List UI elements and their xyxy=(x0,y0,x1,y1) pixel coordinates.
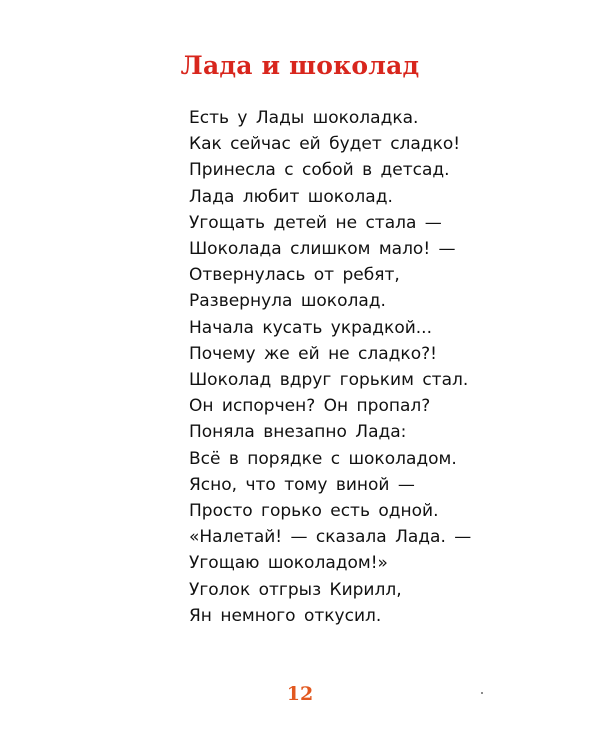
poem-line: Ясно, что тому виной — xyxy=(189,474,415,495)
poem-line: Уголок отгрыз Кирилл, xyxy=(189,579,402,600)
poem-line: Он испорчен? Он пропал? xyxy=(189,396,431,417)
poem-line: «Налетай! — сказала Лада. — xyxy=(189,527,472,548)
page-number: 12 xyxy=(286,683,314,705)
poem-line: Поняла внезапно Лада: xyxy=(189,422,407,443)
poem-line: Шоколад вдруг горьким стал. xyxy=(189,370,469,391)
poem-line: Есть у Лады шоколадка. xyxy=(189,108,419,128)
poem-body xyxy=(189,105,471,629)
poem-title: Лада и шоколад xyxy=(180,51,420,80)
poem-line: Почему же ей не сладко?! xyxy=(189,343,437,364)
poem-line: Ян немного откусил. xyxy=(189,605,382,626)
poem-line: Всё в порядке с шоколадом. xyxy=(189,448,457,469)
print-speck xyxy=(481,692,483,694)
poem-line: Развернула шоколад. xyxy=(189,291,386,312)
poem-line: Лада любит шоколад. xyxy=(189,186,393,207)
poem-line: Угощать детей не стала — xyxy=(189,212,442,233)
poem-line: Угощаю шоколадом!» xyxy=(189,553,388,574)
poem-line: Отвернулась от ребят, xyxy=(189,265,400,286)
poem-line: Начала кусать украдкой... xyxy=(189,317,432,338)
poem-line: Шоколада слишком мало! — xyxy=(189,239,456,260)
poem-line: Просто горько есть одной. xyxy=(189,501,439,522)
poem-line: Принесла с собой в детсад. xyxy=(189,160,450,181)
poem-line: Как сейчас ей будет сладко! xyxy=(189,134,461,155)
